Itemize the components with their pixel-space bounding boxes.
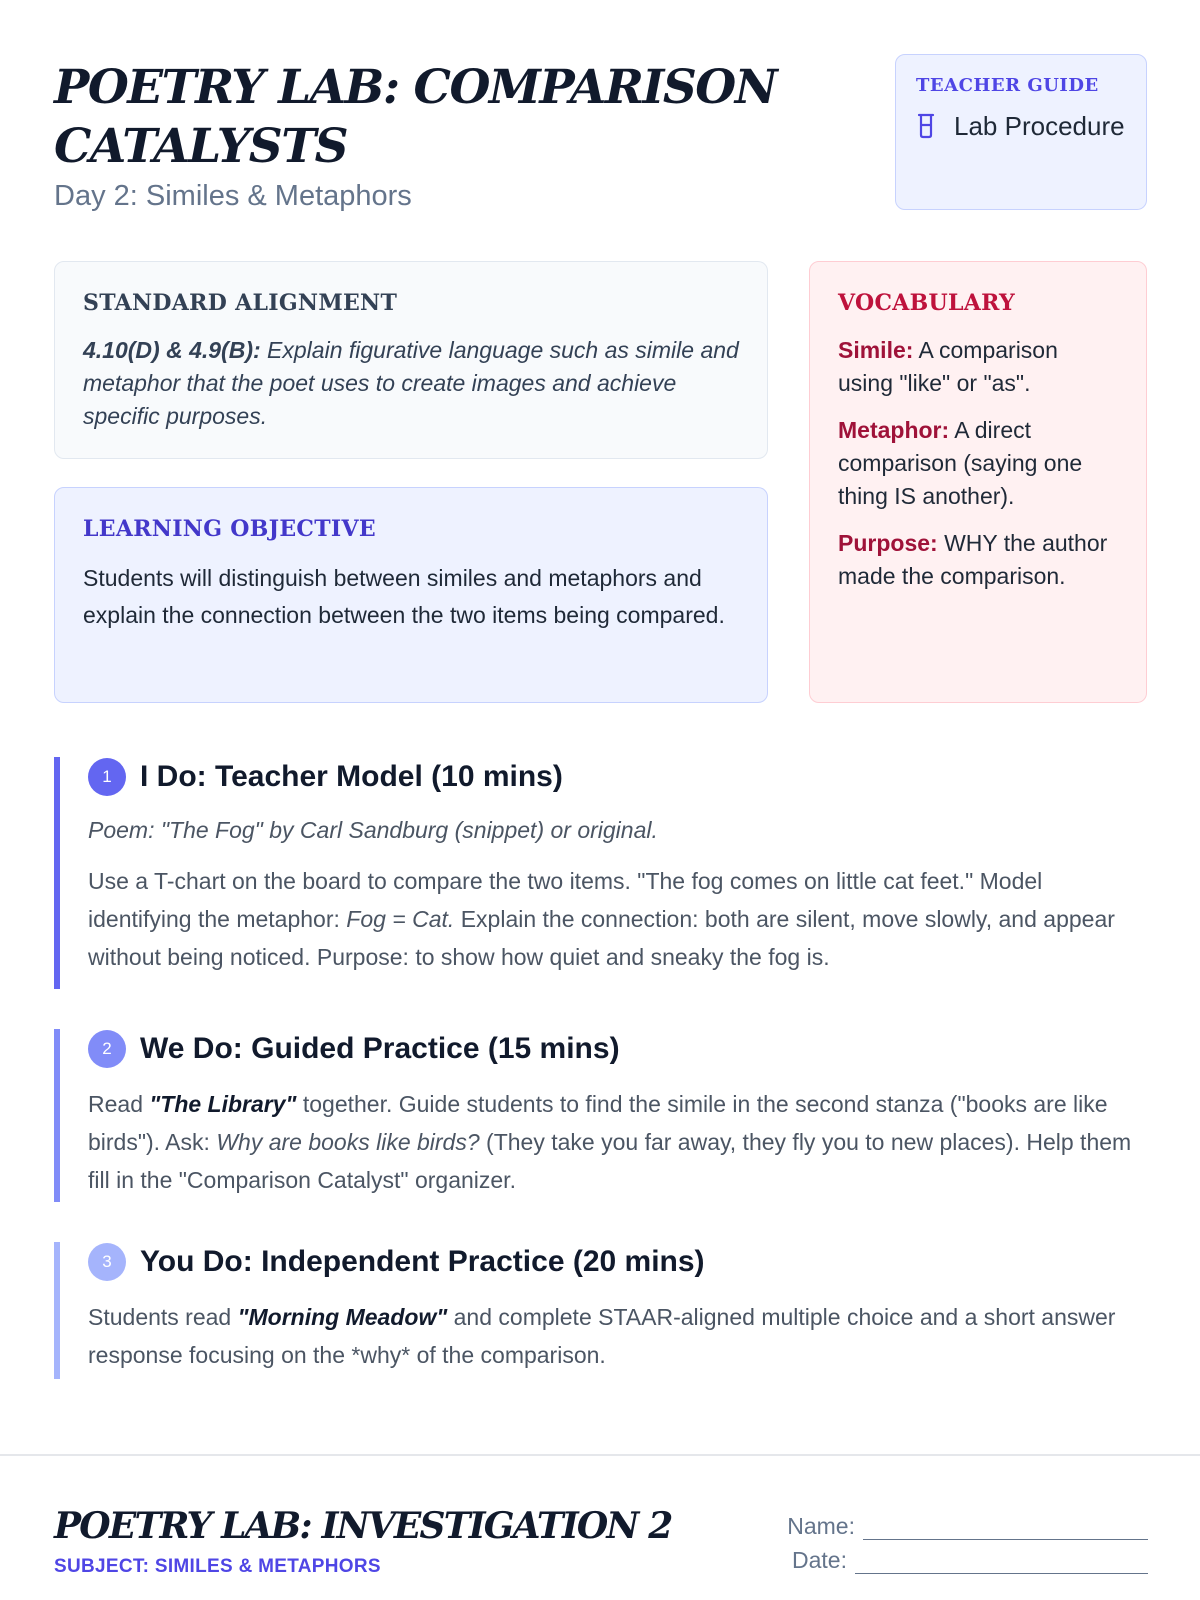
standard-alignment-title: STANDARD ALIGNMENT — [83, 290, 398, 316]
vocab-term: Metaphor: — [838, 417, 950, 443]
vocab-term: Purpose: — [838, 530, 938, 556]
step-text: Students read — [88, 1304, 238, 1330]
step-text: Explain the connection: both are silent, move slowly, and appear without being noticed. Purpose: to show how quiet and sneaky the fog is. — [88, 906, 1115, 970]
step-number-badge: 3 — [88, 1243, 126, 1281]
vocab-item-purpose — [838, 527, 1118, 593]
page-header — [54, 58, 814, 213]
page-title: POETRY LAB: COMPARISON CATALYSTS — [54, 60, 777, 174]
page-subtitle: Day 2: Similes & Metaphors — [54, 180, 412, 212]
lab-procedure-text: Lab Procedure — [954, 111, 1125, 141]
step-text: and complete STAAR-aligned multiple choice and a short answer response focusing on the *why* of the comparison. — [88, 1304, 1116, 1368]
name-blank-line[interactable] — [863, 1518, 1148, 1540]
date-field[interactable] — [792, 1547, 1148, 1574]
vocabulary-title: VOCABULARY — [838, 290, 1016, 316]
beaker-icon — [916, 113, 936, 139]
lab-procedure-row — [916, 106, 1126, 146]
standard-code: 4.10(D) & 4.9(B): — [83, 337, 261, 363]
step-number-badge: 1 — [88, 758, 126, 796]
standard-alignment-text — [83, 334, 739, 433]
step-text: Use a T-chart on the board to compare the two items. "The fog comes on little cat feet." Model identifying the metaphor: — [88, 868, 1043, 932]
step-text: Read — [88, 1091, 150, 1117]
poem-title-reference: "The Library" — [149, 1091, 297, 1117]
vocab-item-metaphor — [838, 414, 1118, 513]
step-we-do — [54, 1029, 1150, 1202]
step-emphasis: Why are books like birds? — [216, 1129, 480, 1155]
footer-subject: SUBJECT: SIMILES & METAPHORS — [54, 1556, 381, 1577]
step-emphasis: Fog = Cat. — [346, 906, 455, 932]
step-description — [88, 862, 1150, 976]
vocab-definition: WHY the author made the comparison. — [838, 530, 1108, 589]
step-text: (They take you far away, they fly you to new places). Help them fill in the "Comparison Catalyst" organizer. — [88, 1129, 1132, 1193]
footer-divider — [0, 1454, 1200, 1456]
step-i-do — [54, 757, 1150, 989]
vocab-definition: A direct comparison (saying one thing IS another). — [838, 417, 1083, 509]
teacher-guide-label: TEACHER GUIDE — [916, 75, 1099, 96]
step-description — [88, 1085, 1150, 1199]
date-blank-line[interactable] — [855, 1552, 1148, 1574]
learning-objective-text: Students will distinguish between similes and metaphors and explain the connection between the two items being compared. — [83, 565, 725, 628]
vocab-term: Simile: — [838, 337, 914, 363]
vocab-item-simile — [838, 334, 1118, 400]
step-header — [88, 1242, 1150, 1282]
learning-objective-card — [54, 487, 768, 703]
vocab-definition: A comparison using "like" or "as". — [838, 337, 1058, 396]
date-label: Date: — [792, 1547, 847, 1573]
step-text: together. Guide students to find the simile in the second stanza ("books are like birds"). Ask: — [88, 1091, 1108, 1155]
footer-title: POETRY LAB: INVESTIGATION 2 — [54, 1505, 672, 1547]
vocabulary-card — [809, 261, 1147, 703]
step-description — [88, 1298, 1150, 1374]
poem-title-reference: "Morning Meadow" — [237, 1304, 448, 1330]
step-header — [88, 1029, 1150, 1069]
teacher-guide-badge — [895, 54, 1147, 210]
name-label: Name: — [787, 1513, 855, 1539]
step-title: We Do: Guided Practice (15 mins) — [140, 1032, 620, 1065]
step-you-do — [54, 1242, 1150, 1379]
step-title: I Do: Teacher Model (10 mins) — [140, 760, 563, 793]
standard-description: Explain figurative language such as simile and metaphor that the poet uses to create images and achieve specific purposes. — [83, 337, 739, 429]
poem-note: Poem: "The Fog" by Carl Sandburg (snippet) or original. — [88, 817, 658, 843]
name-field[interactable] — [787, 1513, 1148, 1540]
standard-alignment-card — [54, 261, 768, 459]
step-number-badge: 2 — [88, 1030, 126, 1068]
learning-objective-title: LEARNING OBJECTIVE — [83, 516, 376, 542]
step-title: You Do: Independent Practice (20 mins) — [140, 1245, 705, 1278]
step-header — [88, 757, 1150, 797]
